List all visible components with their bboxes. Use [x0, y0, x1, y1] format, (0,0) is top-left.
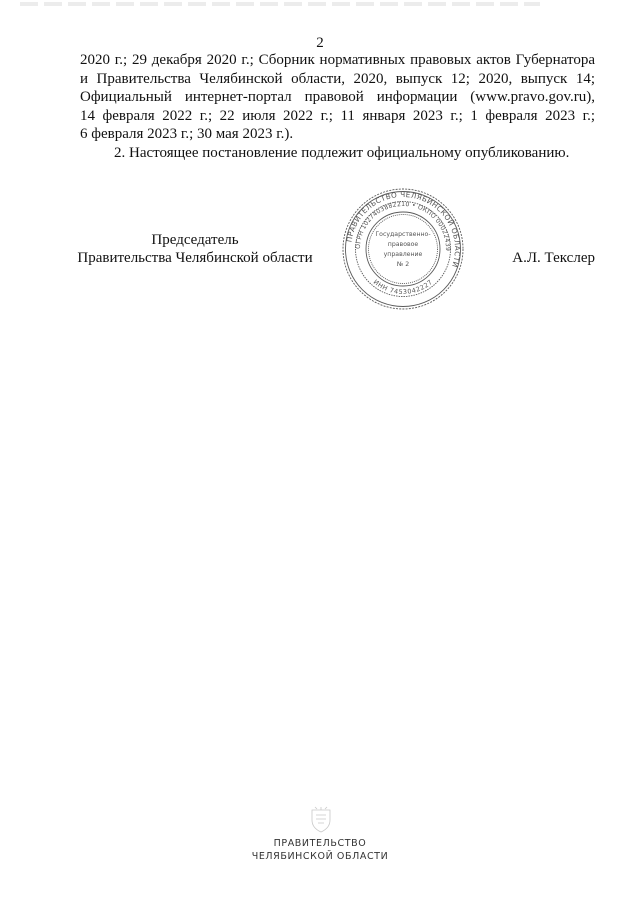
paragraph2: 2. Настоящее постановление подлежит официальному опубликованию. [114, 144, 570, 161]
signatory-name: А.Л. Текслер [512, 250, 595, 266]
document-footer [0, 837, 640, 863]
seal-inner-line: Государственно- [375, 231, 431, 238]
footer-line1: ПРАВИТЕЛЬСТВО [273, 838, 367, 849]
seal-inner-line: управление [383, 251, 423, 258]
paragraph1-last-line: 6 февраля 2023 г.; 30 мая 2023 г.). [80, 126, 294, 143]
official-seal [340, 186, 466, 312]
signatory-position-line1: Председатель [151, 232, 239, 248]
document-body [80, 51, 595, 163]
page-number: 2 [316, 35, 324, 51]
seal-ogrn-text: ОГРН 1027403882210 • ОКПО 00022439 [354, 200, 452, 252]
seal-outer-text: ПРАВИТЕЛЬСТВО ЧЕЛЯБИНСКОЙ ОБЛАСТИ [344, 189, 463, 269]
signatory-position-line2: Правительства Челябинской области [77, 250, 313, 266]
seal-inner-line: правовое [387, 241, 419, 248]
seal-inn-text: ИНН 7453042227 [371, 277, 435, 297]
paragraph1-line: 2020 г.; 29 декабря 2020 г.; Сборник нормативных правовых актов Губернатора [80, 52, 595, 68]
paragraph1-line: 14 февраля 2022 г.; 22 июля 2022 г.; 11 января 2023 г.; 1 февраля 2023 г.; [80, 107, 595, 124]
footer-line2: ЧЕЛЯБИНСКОЙ ОБЛАСТИ [251, 851, 389, 862]
paragraph1-line: и Правительства Челябинской области, 2020, выпуск 12; 2020, выпуск 14; [80, 70, 595, 87]
coat-of-arms-icon [308, 806, 334, 834]
paragraph1-line: Официальный интернет-портал правовой информации (www.pravo.gov.ru), [80, 89, 595, 106]
scan-artifact-strip [20, 2, 540, 6]
seal-inner-line: № 2 [396, 261, 410, 268]
signatory-position [75, 231, 315, 267]
